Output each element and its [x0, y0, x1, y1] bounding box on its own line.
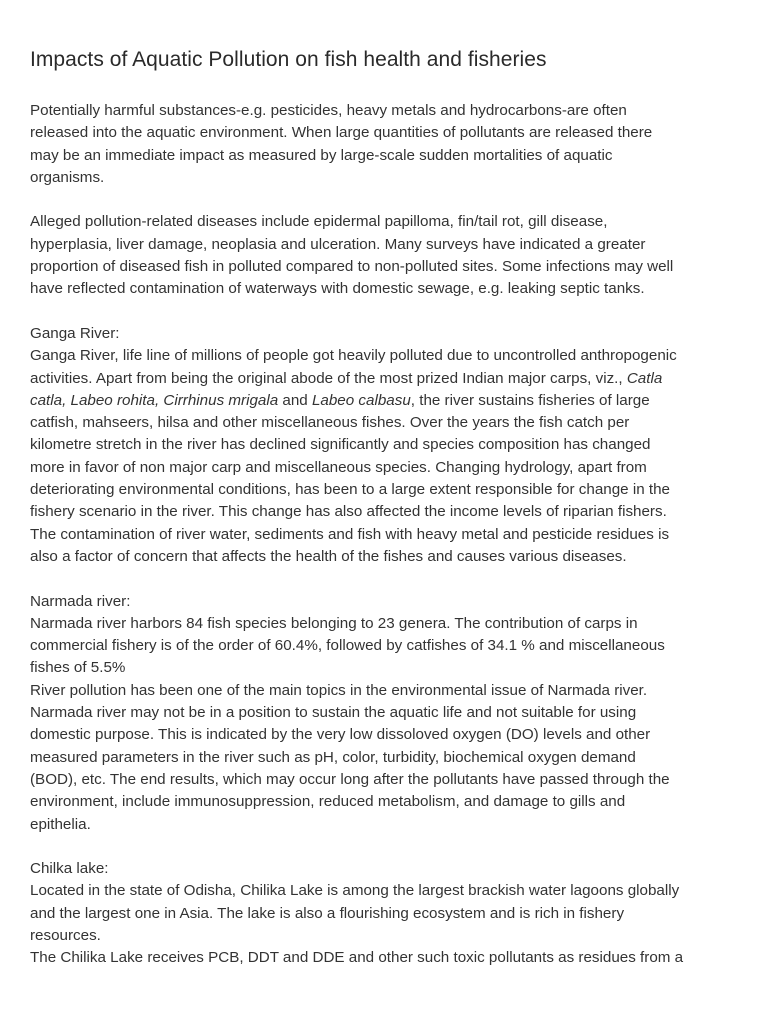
narmada-section — [30, 591, 738, 836]
text-line: The contamination of river water, sediments and fish with heavy metal and pesticide residues is — [30, 525, 670, 543]
paragraph-gap — [30, 301, 738, 323]
text-line: Narmada river harbors 84 fish species belonging to 23 genera. The contribution of carps in — [30, 614, 638, 632]
text-line: released into the aquatic environment. When large quantities of pollutants are released there — [30, 124, 653, 142]
chilka-section — [30, 858, 738, 969]
text-line: may be an immediate impact as measured by large-scale sudden mortalities of aquatic — [30, 146, 613, 164]
text-line: Potentially harmful substances-e.g. pesticides, heavy metals and hydrocarbons-are often — [30, 102, 627, 119]
species-name: Labeo calbasu — [311, 391, 411, 409]
intro-paragraph-1 — [30, 100, 738, 189]
text-line: have reflected contamination of waterways with domestic sewage, e.g. leaking septic tanks. — [30, 280, 645, 298]
text-line: fishery scenario in the river. This change has also affected the income levels of riparian fishers. — [30, 503, 667, 521]
text-segment: and — [278, 391, 312, 409]
text-line: domestic purpose. This is indicated by the very low dissoloved oxygen (DO) levels and other — [30, 726, 651, 744]
text-line: epithelia. — [30, 815, 91, 833]
text-line: fishes of 5.5% — [30, 659, 126, 677]
text-line: kilometre stretch in the river has declined significantly and species composition has changed — [30, 436, 651, 454]
text-line — [30, 368, 738, 390]
text-line: measured parameters in the river such as pH, color, turbidity, biochemical oxygen demand — [30, 748, 636, 766]
intro-paragraph-2 — [30, 211, 738, 300]
text-line: commercial fishery is of the order of 60.4%, followed by catfishes of 34.1 % and miscellaneous — [30, 637, 665, 655]
text-line: and the largest one in Asia. The lake is also a flourishing ecosystem and is rich in fishery — [30, 904, 625, 922]
paragraph-gap — [30, 836, 738, 858]
text-line: Alleged pollution-related diseases include epidermal papilloma, fin/tail rot, gill disease, — [30, 213, 608, 231]
text-line: Located in the state of Odisha, Chilika Lake is among the largest brackish water lagoons globally — [30, 882, 680, 900]
text-line: Narmada river may not be in a position to sustain the aquatic life and not suitable for using — [30, 704, 637, 722]
text-line: hyperplasia, liver damage, neoplasia and ulceration. Many surveys have indicated a greater — [30, 235, 646, 253]
ganga-section — [30, 323, 738, 568]
text-line: environment, include immunosuppression, reduced metabolism, and damage to gills and — [30, 793, 626, 811]
text-line: River pollution has been one of the main topics in the environmental issue of Narmada river. — [30, 681, 648, 699]
ganga-heading: Ganga River: — [30, 324, 120, 342]
text-segment: activities. Apart from being the original abode of the most prized Indian major carps, viz., — [30, 369, 627, 387]
text-line: organisms. — [30, 168, 105, 186]
text-line: resources. — [30, 926, 101, 944]
species-name: Catla — [626, 369, 663, 387]
text-line: The Chilika Lake receives PCB, DDT and DDE and other such toxic pollutants as residues from a — [30, 949, 684, 967]
text-line: more in favor of non major carp and miscellaneous species. Changing hydrology, apart from — [30, 458, 647, 476]
page-title: Impacts of Aquatic Pollution on fish health and fisheries — [30, 48, 547, 71]
text-segment: , the river sustains fisheries of large — [410, 391, 650, 409]
text-line: deteriorating environmental conditions, has been to a large extent responsible for change in the — [30, 481, 670, 499]
text-line: Ganga River, life line of millions of people got heavily polluted due to uncontrolled anthropogenic — [30, 347, 677, 365]
text-line: (BOD), etc. The end results, which may occur long after the pollutants have passed through the — [30, 770, 670, 788]
paragraph-gap — [30, 189, 738, 211]
species-name: catla, Labeo rohita, Cirrhinus mrigala — [30, 391, 279, 409]
chilka-heading: Chilka lake: — [30, 860, 109, 878]
paragraph-gap — [30, 568, 738, 590]
text-line: catfish, mahseers, hilsa and other miscellaneous fishes. Over the years the fish catch per — [30, 414, 630, 432]
text-line — [30, 390, 738, 412]
narmada-heading: Narmada river: — [30, 592, 131, 610]
text-line: proportion of diseased fish in polluted compared to non-polluted sites. Some infections may well — [30, 258, 674, 276]
text-line: also a factor of concern that affects the health of the fishes and causes various diseases. — [30, 547, 627, 565]
